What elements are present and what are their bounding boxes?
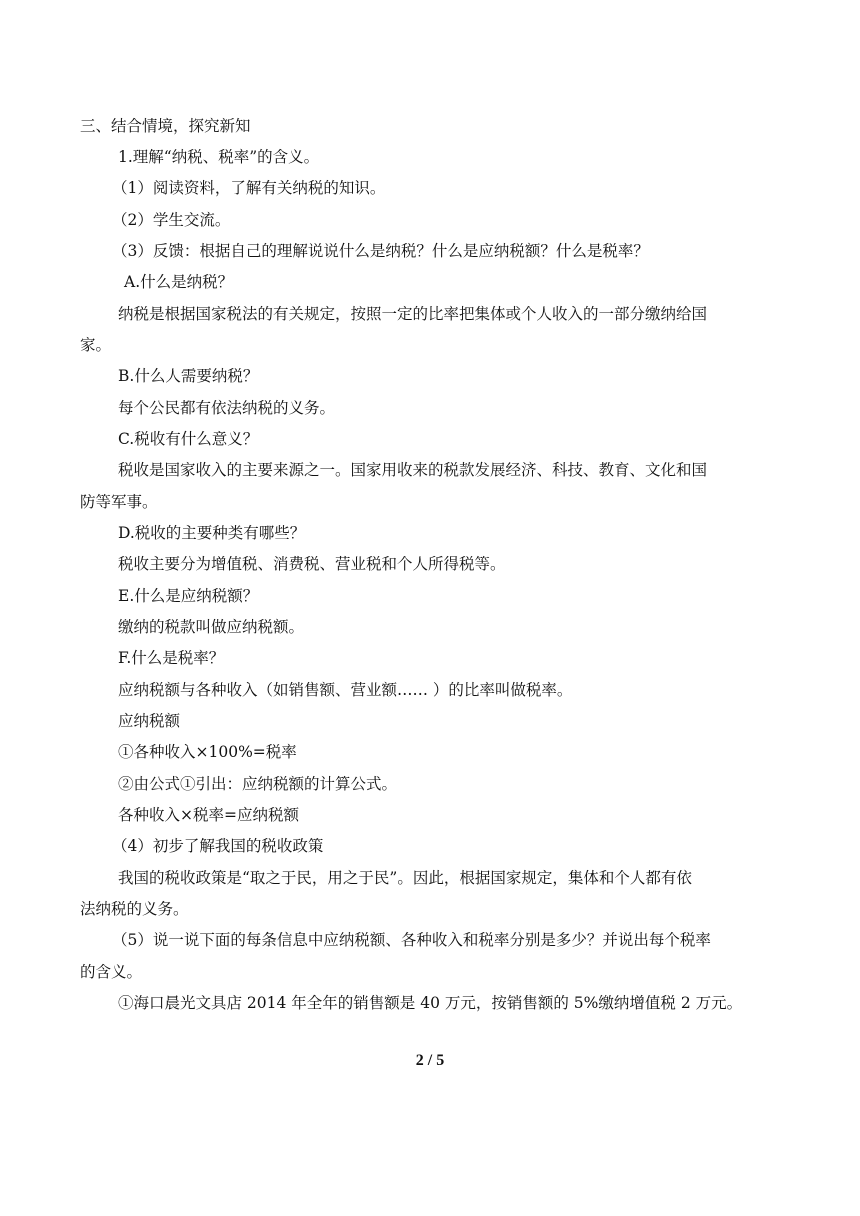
- subsection-heading: 1.理解“纳税、税率”的含义。: [118, 148, 320, 166]
- policy-line-2: 法纳税的义务。: [80, 900, 189, 918]
- answer-d: 税收主要分为增值税、消费税、营业税和个人所得税等。: [118, 555, 506, 573]
- answer-e: 缴纳的税款叫做应纳税额。: [118, 618, 305, 636]
- answer-b: 每个公民都有依法纳税的义务。: [118, 399, 336, 417]
- example-1: ①海口晨光文具店 2014 年全年的销售额是 40 万元，按销售额的 5%缴纳增值税 2 万元。: [118, 994, 743, 1012]
- formula-2: 各种收入×税率=应纳税额: [118, 806, 299, 824]
- page-number: 2 / 5: [415, 1052, 445, 1069]
- question-d: D.税收的主要种类有哪些？: [118, 524, 306, 542]
- answer-a-line-1: 纳税是根据国家税法的有关规定，按照一定的比率把集体或个人收入的一部分缴纳给国: [118, 305, 708, 323]
- step-3: （3）反馈：根据自己的理解说说什么是纳税？什么是应纳税额？什么是税率？: [112, 242, 649, 260]
- step-4: （4）初步了解我国的税收政策: [112, 837, 324, 855]
- answer-c-line-1: 税收是国家收入的主要来源之一。国家用收来的税款发展经济、科技、教育、文化和国: [118, 461, 708, 479]
- policy-line-1: 我国的税收政策是“取之于民，用之于民”。因此，根据国家规定，集体和个人都有依: [118, 869, 692, 887]
- answer-c-line-2: 防等军事。: [80, 493, 158, 511]
- answer-f: 应纳税额与各种收入（如销售额、营业额…… ）的比率叫做税率。: [118, 681, 573, 699]
- answer-a-line-2: 家。: [80, 336, 112, 354]
- formula-2-intro: ②由公式①引出：应纳税额的计算公式。: [118, 775, 398, 793]
- step-5-line-1: （5）说一说下面的每条信息中应纳税额、各种收入和税率分别是多少？并说出每个税率: [112, 931, 711, 949]
- question-e: E.什么是应纳税额？: [118, 587, 259, 605]
- question-a: A.什么是纳税？: [124, 273, 234, 291]
- step-5-line-2: 的含义。: [80, 963, 143, 981]
- question-c: C.税收有什么意义？: [118, 430, 259, 448]
- formula-1: ①各种收入×100%=税率: [118, 743, 297, 761]
- question-b: B.什么人需要纳税？: [118, 367, 259, 385]
- step-2: （2）学生交流。: [112, 211, 231, 229]
- question-f: F.什么是税率？: [118, 649, 225, 667]
- formula-numerator: 应纳税额: [118, 712, 181, 730]
- step-1: （1）阅读资料，了解有关纳税的知识。: [112, 179, 386, 197]
- section-heading: 三、结合情境，探究新知: [80, 117, 251, 135]
